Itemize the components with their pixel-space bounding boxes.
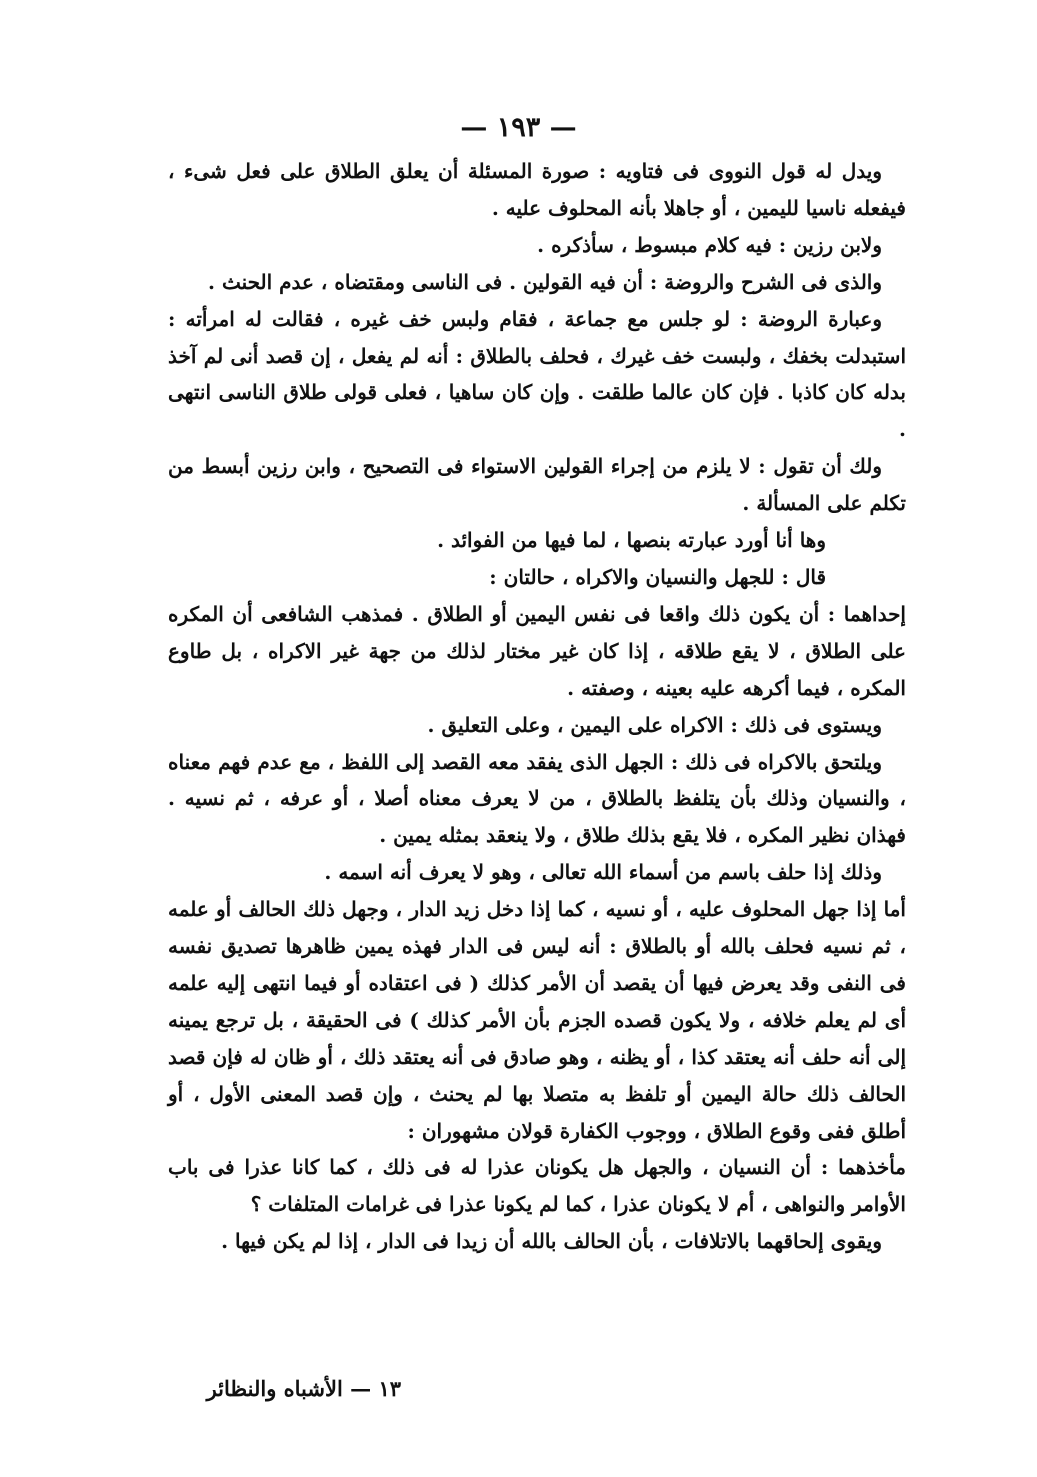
paragraph-10: ويلتحق بالاكراه فى ذلك : الجهل الذى يفقد معه القصد إلى اللفظ ، مع عدم فهم معناه ، والنسيان وذلك بأن يتلفظ بالطلاق ، من لا يعرف معناه أصلا ، أو عرفه ، ثم نسيه . فهذان نظير المكره ، فلا يقع بذلك طلاق ، ولا ينعقد بمثله يمين . (168, 749, 906, 848)
paragraph-2: ولابن رزين : فيه كلام مبسوط ، سأذكره . (537, 232, 882, 257)
paragraph-8: إحداهما : أن يكون ذلك واقعا فى نفس اليمين أو الطلاق . فمذهب الشافعى أن المكره على الطلاق ، لا يقع طلاقه ، إذا كان غير مختار لذلك من جهة غير الاكراه ، بل طاوع المكره ، فيما أكرهه عليه بعينه ، وصفته . (168, 601, 906, 700)
paragraph-11: وذلك إذا حلف باسم من أسماء الله تعالى ، وهو لا يعرف أنه اسمه . (324, 860, 882, 885)
paragraph-5: ولك أن تقول : لا يلزم من إجراء القولين الاستواء فى التصحيح ، وابن رزين أبسط من تكلم على المسألة . (168, 454, 906, 516)
paragraph-9: ويستوى فى ذلك : الاكراه على اليمين ، وعلى التعليق . (427, 712, 882, 737)
page-number: — ١٩٣ — (460, 112, 577, 143)
paragraph-3: والذى فى الشرح والروضة : أن فيه القولين . فى الناسى ومقتضاه ، عدم الحنث . (208, 269, 882, 294)
paragraph-13: مأخذهما : أن النسيان ، والجهل هل يكونان عذرا له فى ذلك ، كما كانا عذرا فى باب الأوامر والنواهى ، أم لا يكونان عذرا ، كما لم يكونا عذرا فى غرامات المتلفات ؟ (168, 1155, 906, 1217)
body-text (168, 153, 906, 1260)
page-footer: ١٣ — الأشباه والنظائر (206, 1376, 401, 1401)
paragraph-4: وعبارة الروضة : لو جلس مع جماعة ، فقام ولبس خف غيره ، فقالت له امرأته : استبدلت بخفك ، ولبست خف غيرك ، فحلف بالطلاق : أنه لم يفعل ، إن قصد أنى لم آخذ بدله كان كاذبا . فإن كان عالما طلقت . وإن كان ساهيا ، فعلى قولى طلاق الناسى انتهى . (168, 306, 906, 442)
paragraph-12: أما إذا جهل المحلوف عليه ، أو نسيه ، كما إذا دخل زيد الدار ، وجهل ذلك الحالف أو علمه ، ثم نسيه فحلف بالله أو بالطلاق : أنه ليس فى الدار فهذه يمين ظاهرها تصديق نفسه فى النفى وقد يعرض فيها أن يقصد أن الأمر كذلك ( فى اعتقاده أو فيما انتهى إليه علمه أى لم يعلم خلافه ، ولا يكون قصده الجزم بأن الأمر كذلك ) فى الحقيقة ، بل ترجع يمينه إلى أنه حلف أنه يعتقد كذا ، أو يظنه ، وهو صادق فى أنه يعتقد ذلك ، أو ظان له فإن قصد الحالف ذلك حالة اليمين أو تلفظ به متصلا بها لم يحنث ، وإن قصد المعنى الأول ، أو أطلق ففى وقوع الطلاق ، ووجوب الكفارة قولان مشهوران : (168, 897, 906, 1143)
paragraph-14: ويقوى إلحاقهما بالاتلافات ، بأن الحالف بالله أن زيدا فى الدار ، إذا لم يكن فيها . (221, 1229, 882, 1254)
paragraph-7: قال : للجهل والنسيان والاكراه ، حالتان : (489, 564, 826, 589)
paragraph-1: ويدل له قول النووى فى فتاويه : صورة المسئلة أن يعلق الطلاق على فعل شىء ، فيفعله ناسيا لليمين ، أو جاهلا بأنه المحلوف عليه . (168, 159, 906, 220)
paragraph-6: وها أنا أورد عبارته بنصها ، لما فيها من الفوائد . (437, 528, 826, 553)
